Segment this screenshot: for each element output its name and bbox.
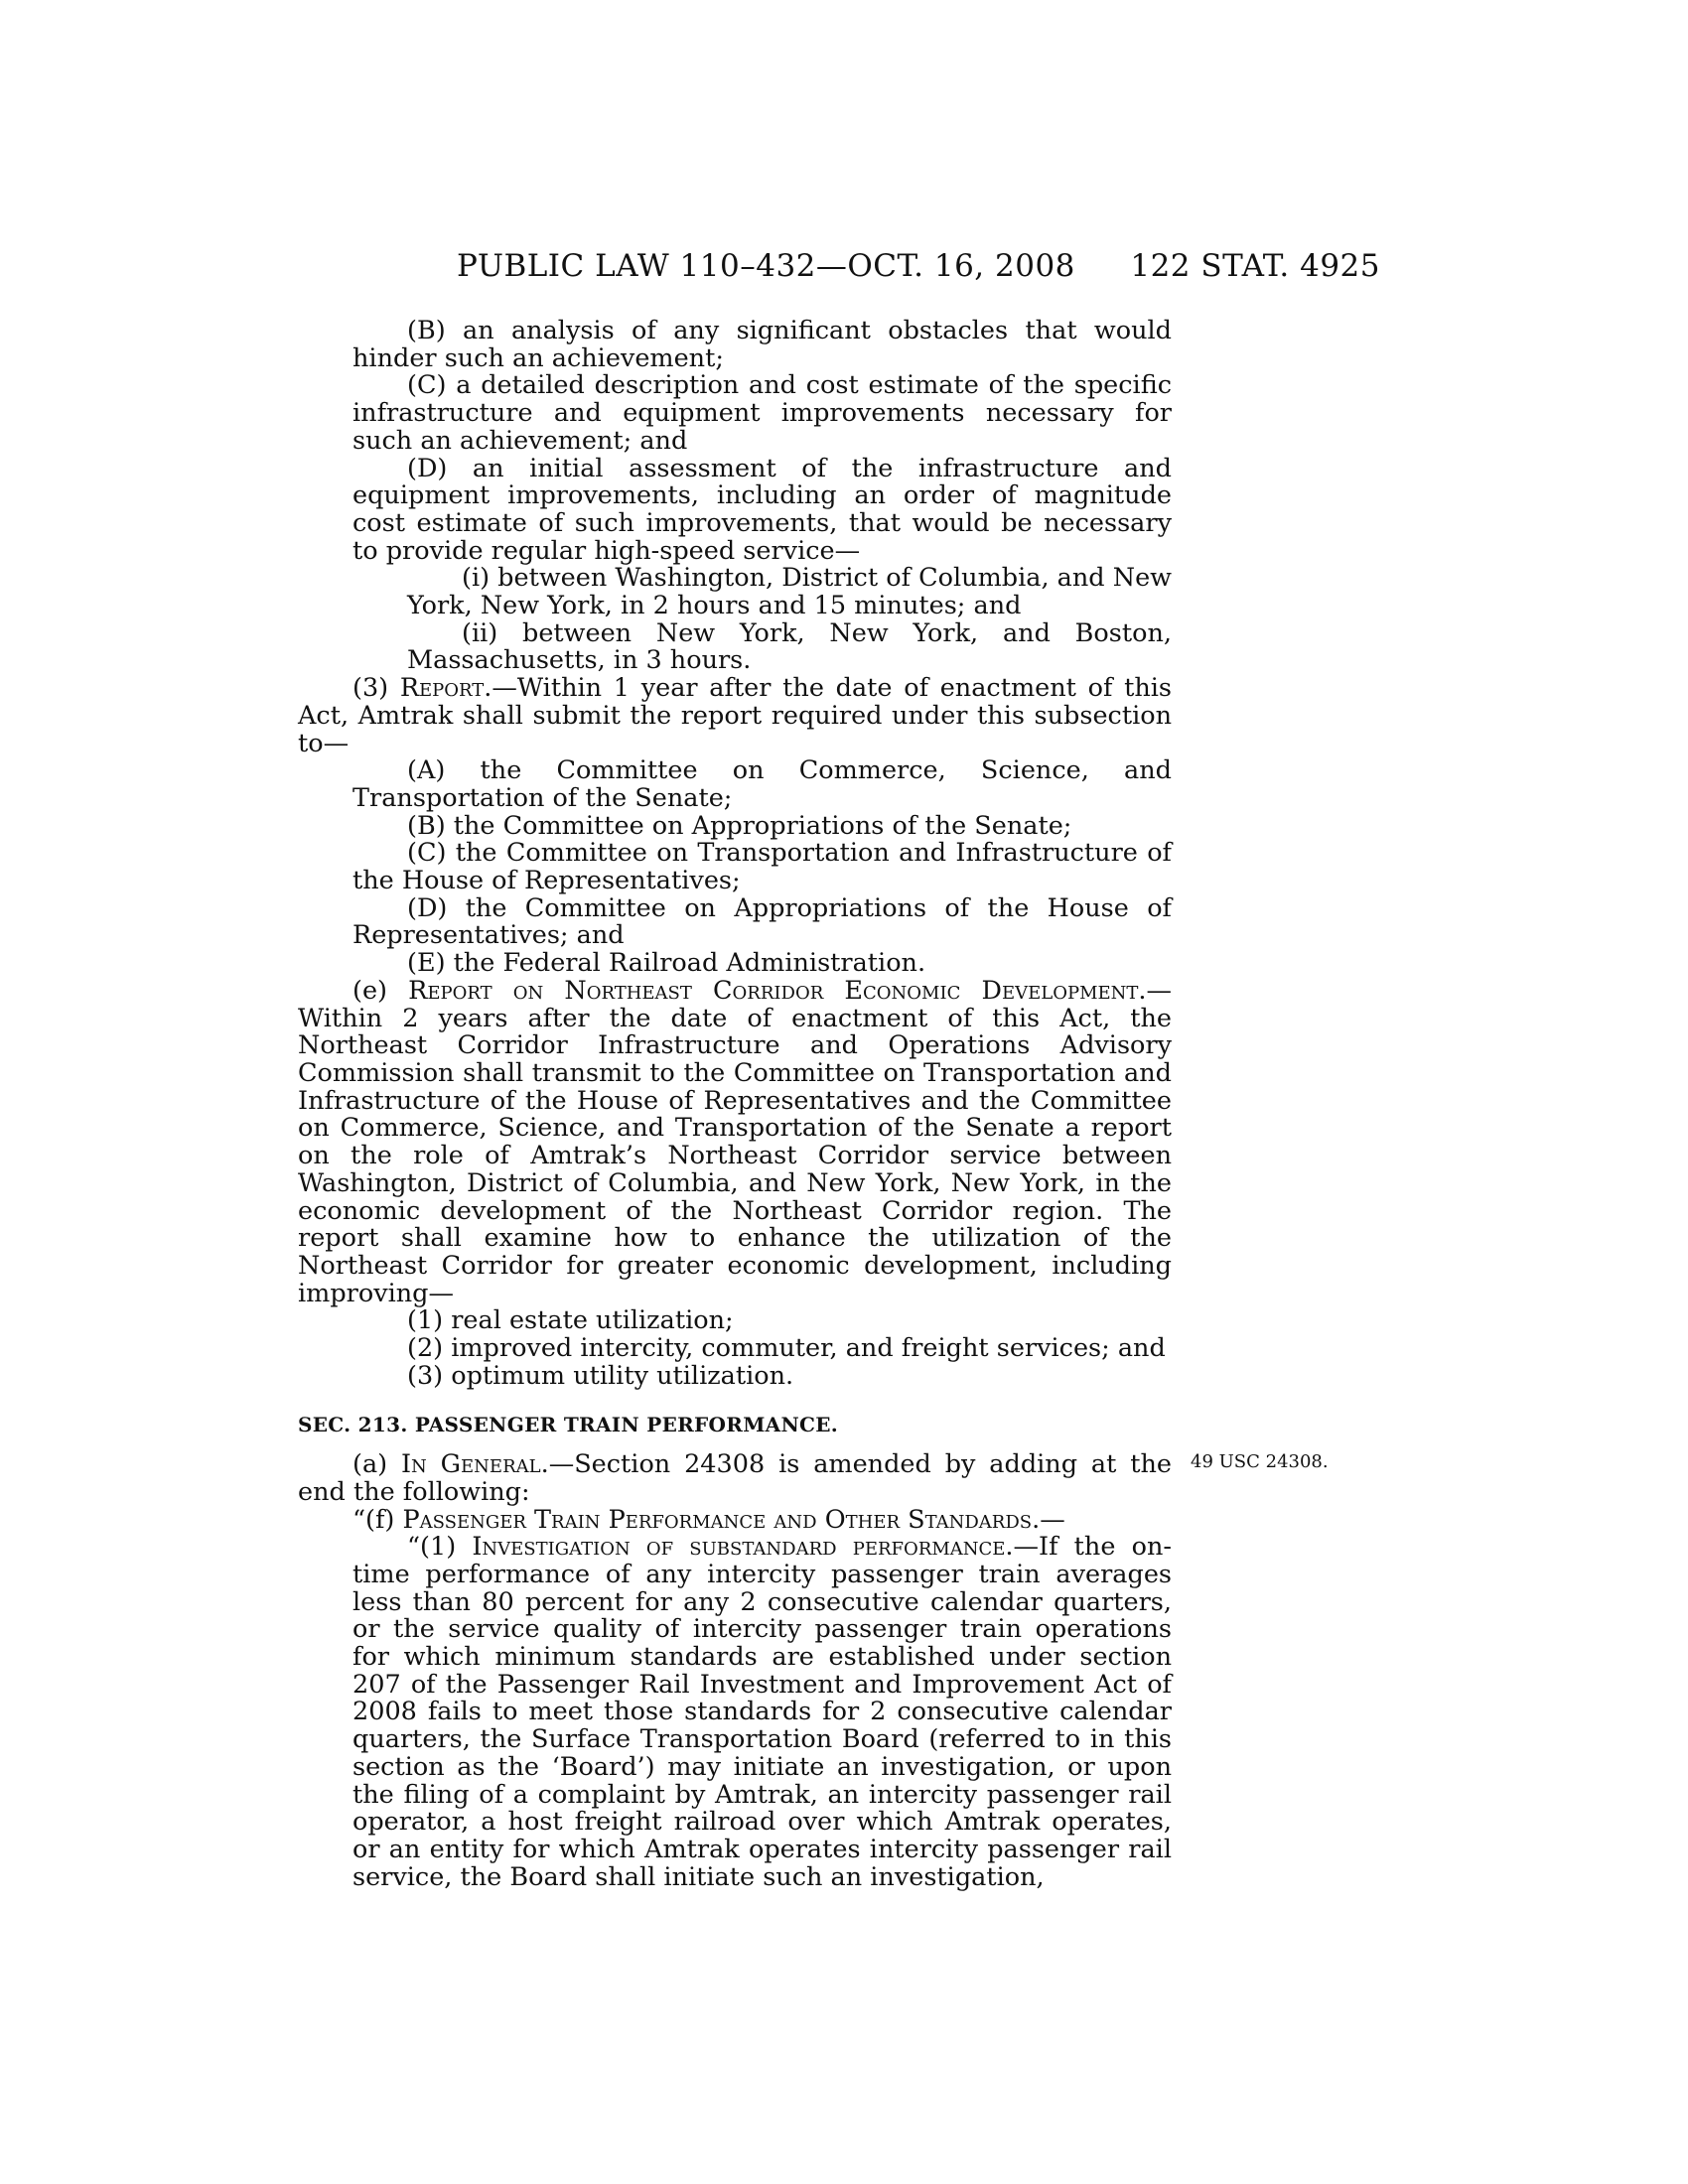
f-number: “(f) — [352, 1504, 395, 1535]
a-heading: In General — [400, 1449, 541, 1480]
running-head-title: PUBLIC LAW 110–432—OCT. 16, 2008 — [457, 248, 1075, 284]
report-3-number: (3) — [352, 673, 389, 704]
f-tail: .— — [1032, 1504, 1065, 1535]
paragraph-b: (B) an analysis of any significant obstacles that would hinder such an achievement; — [352, 316, 1172, 373]
subsection-f-1 — [298, 1534, 1172, 1891]
paragraph-c: (C) a detailed description and cost estimate of the specific infrastructure and equipment improvements necessary for such an achievement; and — [352, 370, 1172, 456]
section-a — [298, 1451, 1172, 1506]
page-header — [0, 248, 1688, 288]
recipient-a: (A) the Committee on Commerce, Science, and Transportation of the Senate; — [352, 755, 1172, 813]
paragraph-d-i: (i) between Washington, District of Columbia, and New York, New York, in 2 hours and 15 minutes; and — [407, 563, 1172, 621]
item-e-1: (1) real estate utilization; — [407, 1305, 734, 1336]
a-number: (a) — [352, 1449, 388, 1480]
e-heading: Report on Northeast Corridor Economic Development — [408, 975, 1139, 1006]
report-3-heading: Report — [399, 673, 485, 704]
e-text: .—Within 2 years after the date of enactment of this Act, the Northeast Corridor Infrastructure and Operations Advisory Commission shall transmit to the Committee on Transportation and Infrastructure of the House of Representatives and the Committee on Commerce, Science, and Transportation of the Senate a report on the role of Amtrak’s Northeast Corridor service between Washington, District of Columbia, and New York, New York, in the economic development of the Northeast Corridor region. The report shall examine how to enhance the utilization of the Northeast Corridor for greater economic development, including improving— — [298, 975, 1173, 1308]
f1-text: .—If the on-time performance of any intercity passenger train averages less than 80 percent for any 2 consecutive calendar quarters, or the service quality of intercity passenger train operations for which minimum standards are established under section 207 of the Passenger Rail Investment and Improvement Act of 2008 fails to meet those standards for 2 consecutive calendar quarters, the Surface Transportation Board (referred to in this section as the ‘Board’) may initiate an investigation, or upon the filing of a complaint by Amtrak, an intercity passenger rail operator, a host freight railroad over which Amtrak operates, or an entity for which Amtrak operates intercity passenger rail service, the Board shall initiate such an investigation, — [352, 1532, 1172, 1892]
recipient-c: (C) the Committee on Transportation and Infrastructure of the House of Representatives; — [352, 838, 1172, 896]
f-heading: Passenger Train Performance and Other Standards — [402, 1504, 1033, 1535]
recipient-b: (B) the Committee on Appropriations of the Senate; — [407, 810, 1072, 841]
a-text: .—Section 24308 is amended by adding at the end the following: — [298, 1449, 1172, 1507]
e-number: (e) — [352, 975, 387, 1006]
f1-heading: Investigation of substandard performance — [472, 1532, 1006, 1563]
paragraph-d: (D) an initial assessment of the infrastructure and equipment improvements, including an order of magnitude cost estimate of such improvements, that would be necessary to provide regular high-speed service— — [352, 453, 1172, 566]
recipient-d: (D) the Committee on Appropriations of the House of Representatives; and — [352, 892, 1172, 951]
report-3-text: .—Within 1 year after the date of enactment of this Act, Amtrak shall submit the report required under this subsection to— — [298, 673, 1173, 758]
page-body — [298, 318, 1172, 1891]
paragraph-e — [298, 975, 1173, 1308]
f1-number: “(1) — [407, 1532, 457, 1563]
subsection-f — [298, 1504, 1172, 1535]
item-e-3: (3) optimum utility utilization. — [407, 1360, 794, 1391]
paragraph-d-ii: (ii) between New York, New York, and Boston, Massachusetts, in 3 hours. — [407, 617, 1172, 676]
page-stat-number: 122 STAT. 4925 — [1130, 248, 1380, 284]
item-e-2: (2) improved intercity, commuter, and freight services; and — [407, 1333, 1166, 1364]
paragraph-report-3 — [298, 675, 1172, 757]
recipient-e: (E) the Federal Railroad Administration. — [407, 948, 926, 979]
margin-citation: 49 USC 24308. — [1191, 1451, 1329, 1472]
section-heading: SEC. 213. PASSENGER TRAIN PERFORMANCE. — [298, 1413, 839, 1437]
